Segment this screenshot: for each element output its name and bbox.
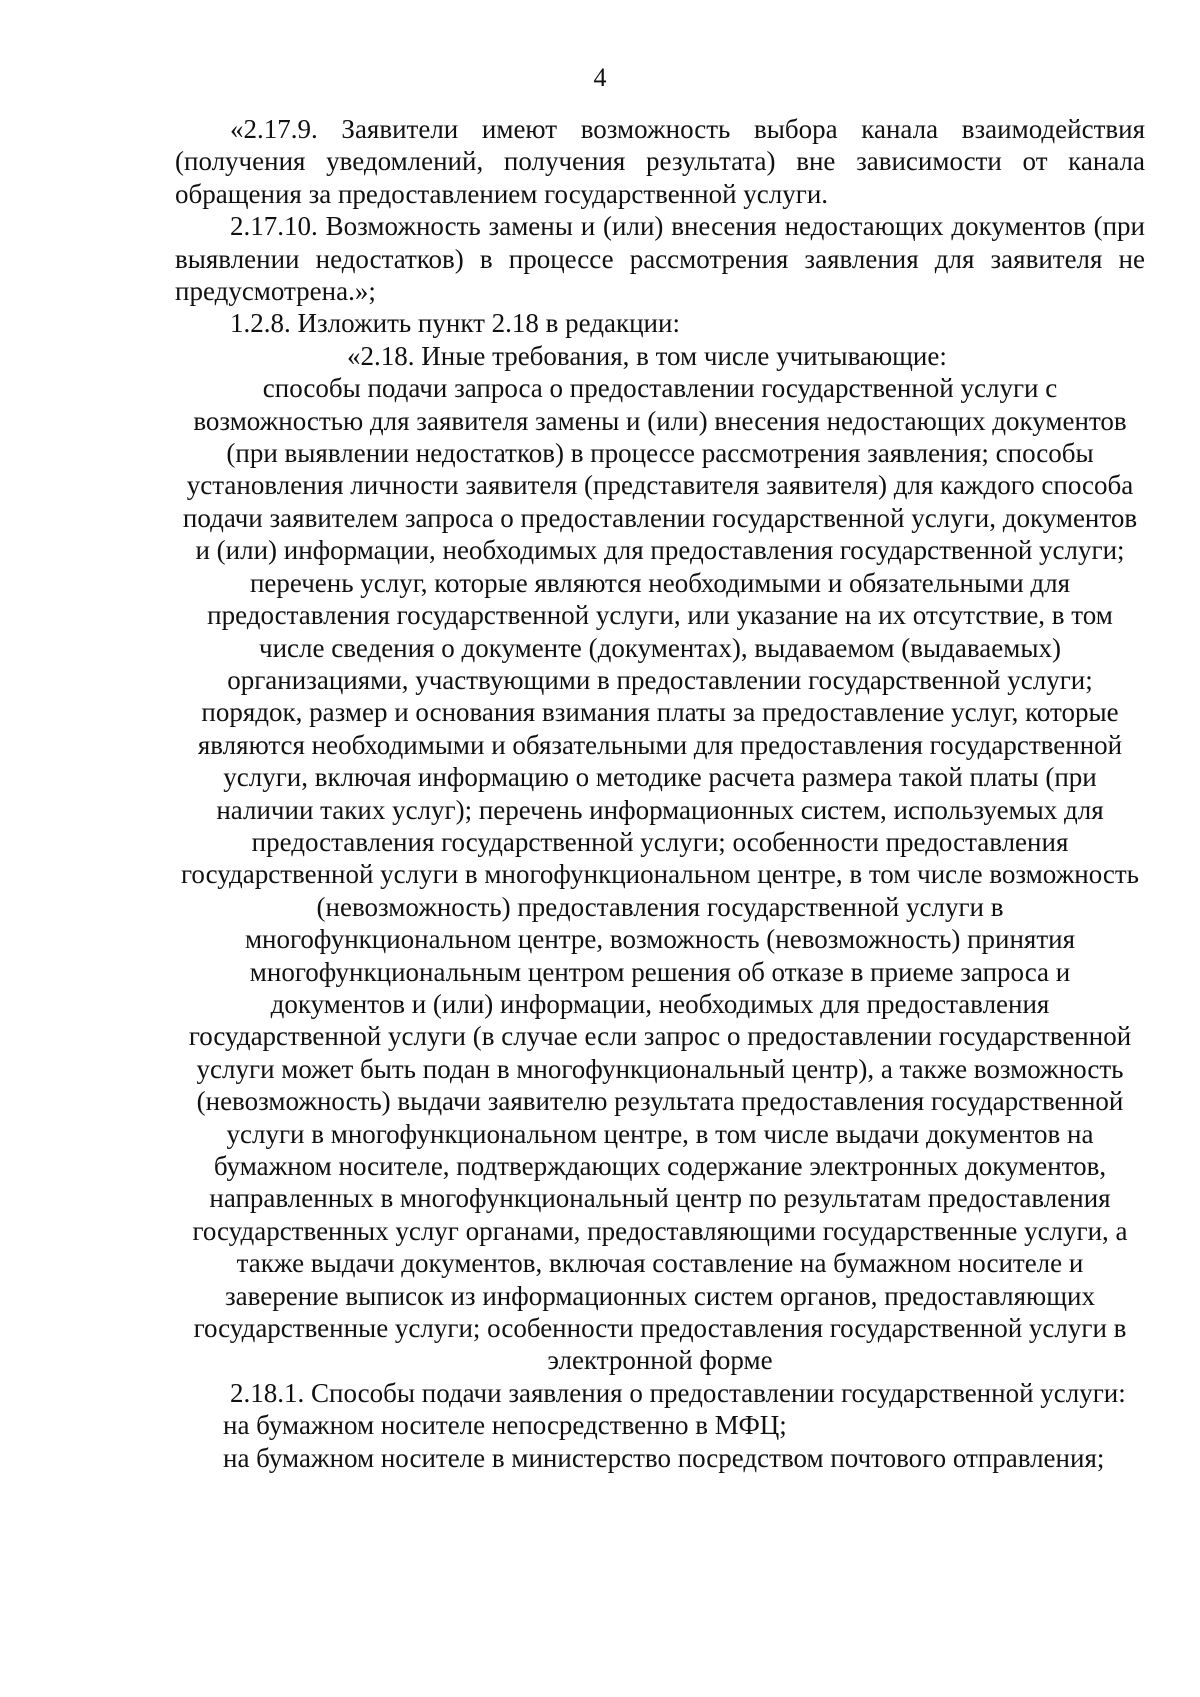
- paragraph-1-2-8: 1.2.8. Изложить пункт 2.18 в редакции:: [230, 308, 680, 339]
- list-item: на бумажном носителе непосредственно в МФЦ;: [223, 1410, 787, 1441]
- paragraph-2-18-1: 2.18.1. Способы подачи заявления о предоставлении государственной услуги:: [230, 1377, 1126, 1408]
- document-body: [175, 113, 1145, 1474]
- page-number: 4: [593, 63, 607, 92]
- list-item: на бумажном носителе в министерство посредством почтового отправления;: [223, 1442, 1105, 1473]
- paragraph-2-17-10: 2.17.10. Возможность замены и (или) внесения недостающих документов (при выявлении недостатков) в процессе рассмотрения заявления для заявителя не предусмотрена.»;: [175, 211, 1145, 307]
- section-heading-2-18: «2.18. Иные требования, в том числе учитывающие:: [347, 340, 947, 371]
- paragraph-2-17-9: «2.17.9. Заявители имеют возможность выбора канала взаимодействия (получения уведомлений, получения результата) вне зависимости от канала обращения за предоставлением государственной услуги.: [175, 114, 1145, 209]
- section-heading-2-18-body: способы подачи запроса о предоставлении государственной услуги с возможностью для заявителя замены и (или) внесения недостающих документов (при выявлении недостатков) в процессе рассмотрения заявления; способы установления личности заявителя (представителя заявителя) для каждого способа подачи заявителем запроса о предоставлении государственной услуги, документов и (или) информации, необходимых для предоставления государственной услуги; перечень услуг, которые являются необходимыми и обязательными для предоставления государственной услуги, или указание на их отсутствие, в том числе сведения о документе (документах), выдаваемом (выдаваемых) организациями, участвующими в предоставлении государственной услуги; порядок, размер и основания взимания платы за предоставление услуг, которые являются необходимыми и обязательными для предоставления государственной услуги, включая информацию о методике расчета размера такой платы (при наличии таких услуг); перечень информационных систем, используемых для предоставления государственной услуги; особенности предоставления государственной услуги в многофункциональном центре, в том числе возможность (невозможность) предоставления государственной услуги в многофункциональном центре, возможность (невозможность) принятия многофункциональным центром решения об отказе в приеме запроса и документов и (или) информации, необходимых для предоставления государственной услуги (в случае если запрос о предоставлении государственной услуги может быть подан в многофункциональный центр), а также возможность (невозможность) выдачи заявителю результата предоставления государственной услуги в многофункциональном центре, в том числе выдачи документов на бумажном носителе, подтверждающих содержание электронных документов, направленных в многофункциональный центр по результатам предоставления государственных услуг органами, предоставляющими государственные услуги, а также выдачи документов, включая составление на бумажном носителе и заверение выписок из информационных систем органов, предоставляющих государственные услуги; особенности предоставления государственной услуги в электронной форме: [181, 373, 1139, 1376]
